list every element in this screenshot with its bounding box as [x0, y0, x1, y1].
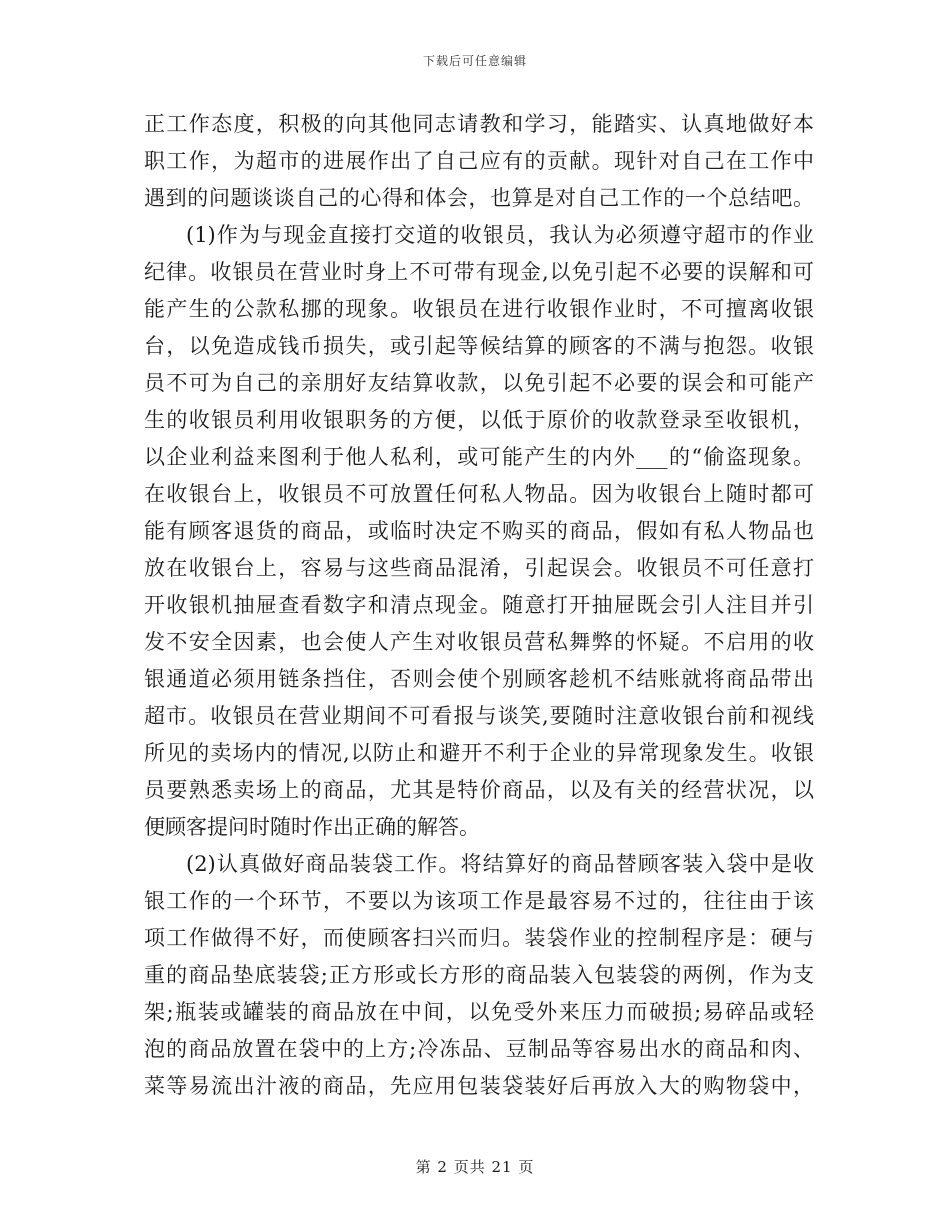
body-text-line: 泡的商品放置在袋中的上方;冷冻品、豆制品等容易出水的商品和肉、	[144, 1037, 814, 1061]
body-text-line: 菜等易流出汁液的商品，先应用包装袋装好后再放入大的购物袋中，	[144, 1074, 814, 1098]
body-text-line: (1)作为与现金直接打交道的收银员，我认为必须遵守超市的作业	[186, 223, 814, 247]
body-text-line: 重的商品垫底装袋;正方形或长方形的商品装入包装袋的两例，作为支	[144, 963, 814, 987]
body-text-line: 正工作态度，积极的向其他同志请教和学习，能踏实、认真地做好本	[144, 112, 814, 136]
body-text-line: 便顾客提问时随时作出正确的解答。	[144, 815, 480, 839]
body-text-line: 生的收银员利用收银职务的方便，以低于原价的收款登录至收银机，	[144, 408, 814, 432]
body-text-line: 能产生的公款私挪的现象。收银员在进行收银作业时，不可擅离收银	[144, 297, 814, 321]
body-text-line: 银通道必须用链条挡住，否则会使个别顾客趁机不结账就将商品带出	[144, 667, 814, 691]
body-text-line: 开收银机抽屉查看数字和清点现金。随意打开抽屉既会引人注目并引	[144, 593, 814, 617]
body-text-line: 架;瓶装或罐装的商品放在中间，以免受外来压力而破损;易碎品或轻	[144, 1000, 814, 1024]
page-number: 第 2 页共 21 页	[415, 1158, 535, 1176]
body-text-line: 放在收银台上，容易与这些商品混淆，引起误会。收银员不可任意打	[144, 556, 814, 580]
body-text-line: 遇到的问题谈谈自己的心得和体会，也算是对自己工作的一个总结吧。	[144, 186, 814, 210]
body-text-line: 发不安全因素，也会使人产生对收银员营私舞弊的怀疑。不启用的收	[144, 630, 814, 654]
body-text-line: 所见的卖场内的情况,以防止和避开不利于企业的异常现象发生。收银	[144, 741, 814, 765]
body-text-line: 以企业利益来图利于他人私利，或可能产生的内外___的“偷盗现象。	[144, 445, 814, 469]
body-text-line: 职工作，为超市的进展作出了自己应有的贡献。现针对自己在工作中	[144, 149, 814, 173]
body-text-line: 员不可为自己的亲朋好友结算收款，以免引起不必要的误会和可能产	[144, 371, 814, 395]
document-body	[144, 106, 814, 1105]
body-text-line: 超市。收银员在营业期间不可看报与谈笑,要随时注意收银台前和视线	[144, 704, 814, 728]
page-header: 下载后可任意编辑	[422, 54, 527, 68]
body-text-line: 项工作做得不好，而使顾客扫兴而归。装袋作业的控制程序是：硬与	[144, 926, 814, 950]
body-text-line: (2)认真做好商品装袋工作。将结算好的商品替顾客装入袋中是收	[186, 852, 814, 876]
body-text-line: 台，以免造成钱币损失，或引起等候结算的顾客的不满与抱怨。收银	[144, 334, 814, 358]
body-text-line: 能有顾客退货的商品，或临时决定不购买的商品，假如有私人物品也	[144, 519, 814, 543]
body-text-line: 在收银台上，收银员不可放置任何私人物品。因为收银台上随时都可	[144, 482, 814, 506]
body-text-line: 纪律。收银员在营业时身上不可带有现金,以免引起不必要的误解和可	[144, 260, 814, 284]
body-text-line: 银工作的一个环节，不要以为该项工作是最容易不过的，往往由于该	[144, 889, 814, 913]
body-text-line: 员要熟悉卖场上的商品，尤其是特价商品，以及有关的经营状况，以	[144, 778, 814, 802]
